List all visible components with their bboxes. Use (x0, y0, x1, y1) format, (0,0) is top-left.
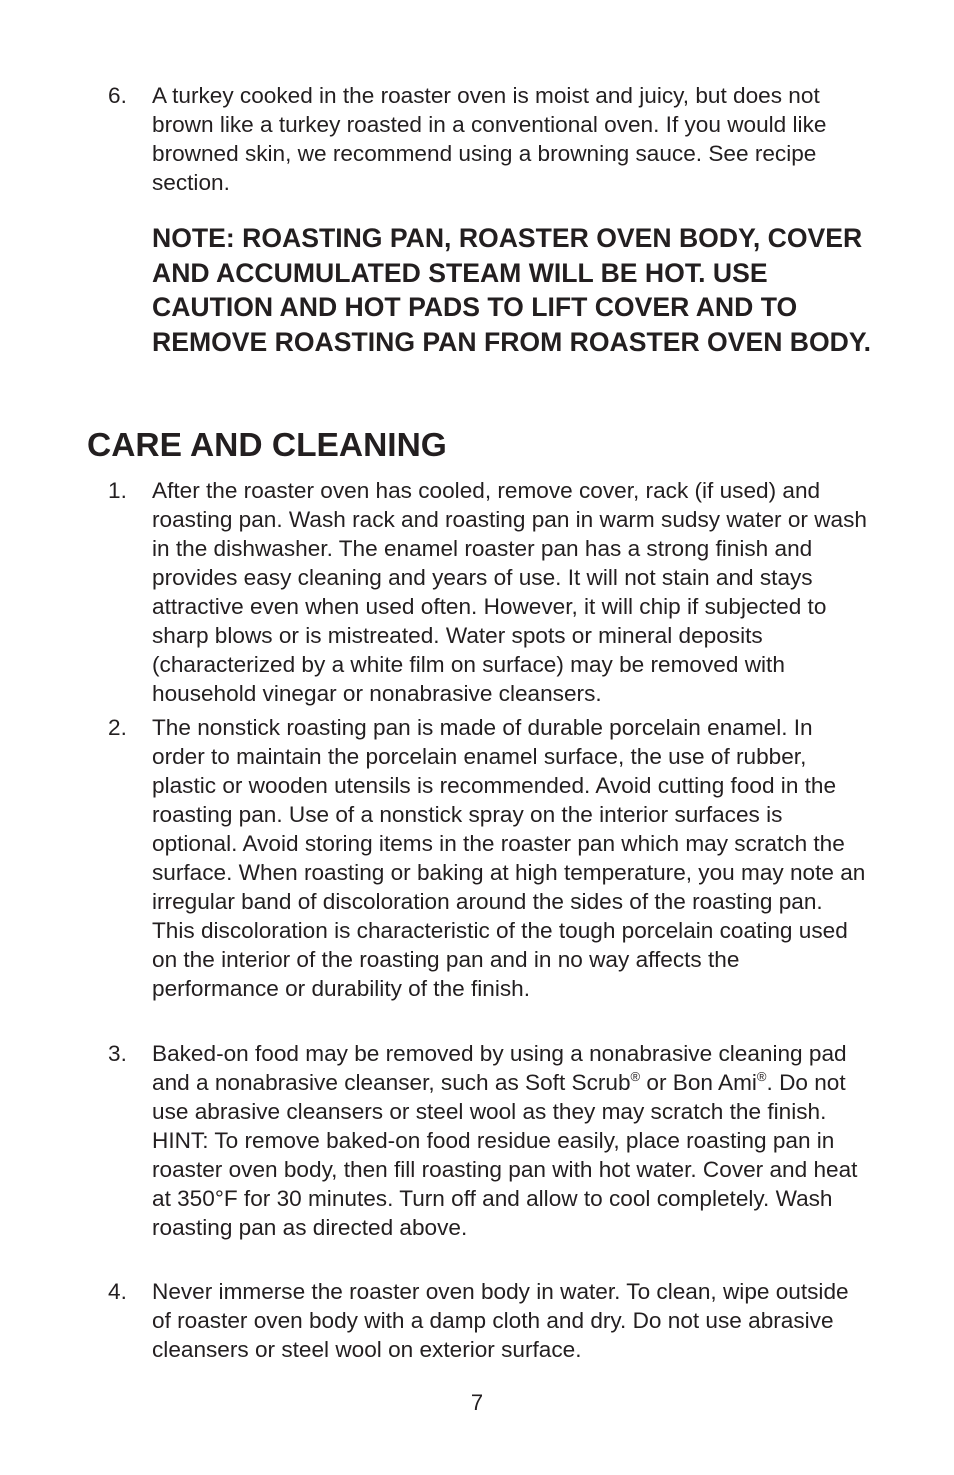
page-number: 7 (470, 1390, 484, 1415)
item-number: 4. (108, 1279, 127, 1304)
list-item-3 (108, 1039, 868, 1242)
registered-mark: ® (756, 1069, 767, 1084)
item-text: After the roaster oven has cooled, remove cover, rack (if used) and roasting pan. Wash rack and roasting pan in warm sudsy water or wash in the dishwasher. The enamel roaster pan has a strong finish and provides easy cleaning and years of use. It will not stain and stays attractive even when used often. However, it will chip if subjected to sharp blows or is mistreated. Water spots or mineral deposits (characterized by a white film on surface) may be removed with household vinegar or nonabrasive cleansers. (152, 478, 867, 706)
list-item-6 (108, 81, 868, 197)
item-text: A turkey cooked in the roaster oven is moist and juicy, but does not brown like a turkey roasted in a conventional oven. If you would like browned skin, we recommend using a browning sauce. See recipe section. (152, 83, 827, 195)
item-text: The nonstick roasting pan is made of durable porcelain enamel. In order to maintain the porcelain enamel surface, the use of rubber, plastic or wooden utensils is recommended. Avoid cutting food in the roasting pan. Use of a nonstick spray on the interior surfaces is optional. Avoid storing items in the roaster pan which may scratch the surface. When roasting or baking at high temperature, you may note an irregular band of discoloration around the sides of the roasting pan. This discoloration is characteristic of the tough porcelain coating used on the interior of the roasting pan and in no way affects the performance or durability of the finish. (152, 715, 866, 1001)
item-number: 6. (108, 83, 127, 108)
item-text: Never immerse the roaster oven body in water. To clean, wipe outside of roaster oven body with a damp cloth and dry. Do not use abrasive cleansers or steel wool on exterior surface. (152, 1279, 849, 1362)
caution-note: NOTE: ROASTING PAN, ROASTER OVEN BODY, COVER AND ACCUMULATED STEAM WILL BE HOT. USE CAUTION AND HOT PADS TO LIFT COVER AND TO REMOVE ROASTING PAN FROM ROASTER OVEN BODY. (152, 223, 872, 357)
registered-mark: ® (630, 1069, 641, 1084)
item-number: 1. (108, 478, 127, 503)
list-item-1 (108, 476, 868, 708)
item-text-part: Baked-on food may be removed by using a nonabrasive cleaning pad and a nonabrasive cleanser, such as Soft Scrub (152, 1041, 847, 1095)
list-item-2 (108, 713, 868, 1003)
item-text-part: . Do not use abrasive cleansers or steel wool as they may scratch the finish. HINT: To remove baked-on food residue easily, place roasting pan in roaster oven body, then fill roasting pan with hot water. Cover and heat at 350°F for 30 minutes. Turn off and allow to cool completely. Wash roasting pan as directed above. (152, 1070, 858, 1240)
list-item-4 (108, 1277, 868, 1364)
item-number: 2. (108, 715, 127, 740)
section-heading: CARE AND CLEANING (87, 427, 447, 464)
item-number: 3. (108, 1041, 127, 1066)
item-text-part: or Bon Ami (640, 1070, 757, 1095)
